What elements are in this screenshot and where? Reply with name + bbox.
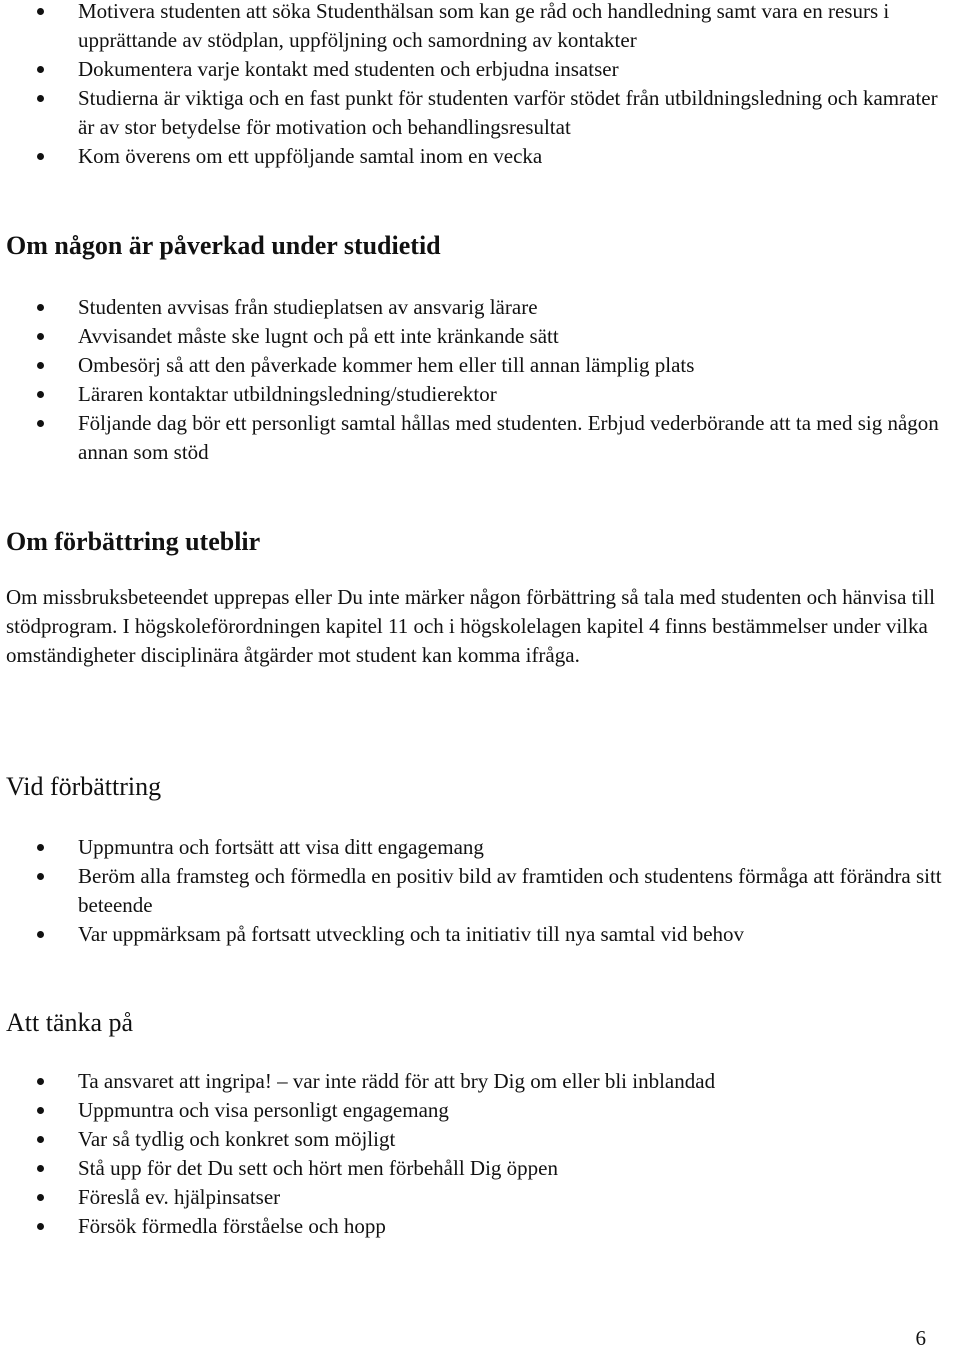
- section-heading-att-tanka-pa: Att tänka på: [6, 1008, 134, 1037]
- list-item: [0, 1125, 960, 1154]
- list-item: [0, 1183, 960, 1212]
- bullet-dot-icon: [37, 66, 44, 73]
- list-item-text: Studenten avvisas från studieplatsen av ansvarig lärare: [78, 295, 538, 319]
- list-item: [0, 0, 960, 55]
- bullet-dot-icon: [37, 391, 44, 398]
- list-item-text: Ombesörj så att den påverkade kommer hem eller till annan lämplig plats: [78, 353, 695, 377]
- intro-bullet-list: [0, 0, 960, 171]
- bullet-dot-icon: [37, 931, 44, 938]
- bullet-dot-icon: [37, 844, 44, 851]
- page-number: 6: [915, 1326, 926, 1350]
- list-item: [0, 351, 960, 380]
- list-item-text: Kom överens om ett uppföljande samtal inom en vecka: [78, 144, 543, 168]
- section-heading-uteblir: Om förbättring uteblir: [6, 527, 261, 556]
- vid-forbattring-bullet-list: [0, 833, 960, 949]
- paverkad-bullet-list: [0, 293, 960, 467]
- list-item: [0, 380, 960, 409]
- bullet-dot-icon: [37, 1078, 44, 1085]
- list-item-text: Beröm alla framsteg och förmedla en positiv bild av framtiden och studentens förmåga att förändra sitt beteende: [78, 864, 942, 917]
- list-item: [0, 833, 960, 862]
- list-item-text: Försök förmedla förståelse och hopp: [78, 1214, 386, 1238]
- list-item: [0, 862, 960, 920]
- section-heading-vid-forbattring: Vid förbättring: [6, 772, 162, 801]
- bullet-dot-icon: [37, 873, 44, 880]
- att-tanka-pa-bullet-list: [0, 1067, 960, 1241]
- list-item-text: Var så tydlig och konkret som möjligt: [78, 1127, 396, 1151]
- list-item: [0, 1154, 960, 1183]
- section-heading-paverkad: Om någon är påverkad under studietid: [6, 231, 441, 260]
- list-item: [0, 1212, 960, 1241]
- list-item-text: Stå upp för det Du sett och hört men förbehåll Dig öppen: [78, 1156, 558, 1180]
- bullet-dot-icon: [37, 1223, 44, 1230]
- bullet-dot-icon: [37, 1107, 44, 1114]
- list-item-text: Var uppmärksam på fortsatt utveckling och ta initiativ till nya samtal vid behov: [78, 922, 745, 946]
- bullet-dot-icon: [37, 420, 44, 427]
- list-item: [0, 409, 960, 467]
- bullet-dot-icon: [37, 1194, 44, 1201]
- bullet-dot-icon: [37, 95, 44, 102]
- list-item-text: Uppmuntra och fortsätt att visa ditt engagemang: [78, 835, 484, 859]
- bullet-dot-icon: [37, 1165, 44, 1172]
- list-item: [0, 293, 960, 322]
- list-item-text: Läraren kontaktar utbildningsledning/studierektor: [78, 382, 497, 406]
- list-item: [0, 1096, 960, 1125]
- list-item: [0, 55, 960, 84]
- list-item-text: Motivera studenten att söka Studenthälsan som kan ge råd och handledning samt vara en resurs i upprättande av stödplan, uppföljning och samordning av kontakter: [78, 0, 890, 52]
- bullet-dot-icon: [37, 304, 44, 311]
- list-item-text: Uppmuntra och visa personligt engagemang: [78, 1098, 449, 1122]
- bullet-dot-icon: [37, 362, 44, 369]
- bullet-dot-icon: [37, 1136, 44, 1143]
- list-item-text: Studierna är viktiga och en fast punkt för studenten varför stödet från utbildningsledning och kamrater är av stor betydelse för motivation och behandlingsresultat: [78, 86, 938, 139]
- uteblir-paragraph: Om missbruksbeteendet upprepas eller Du inte märker någon förbättring så tala med studenten och hänvisa till stödprogram. I högskoleförordningen kapitel 11 och i högskolelagen kapitel 4 finns bestämmelser under vilka omständigheter disciplinära åtgärder mot student kan komma ifråga.: [6, 585, 935, 667]
- list-item: [0, 84, 960, 142]
- list-item: [0, 920, 960, 949]
- bullet-dot-icon: [37, 8, 44, 15]
- list-item-text: Följande dag bör ett personligt samtal hållas med studenten. Erbjud vederbörande att ta med sig någon annan som stöd: [78, 411, 939, 464]
- list-item-text: Dokumentera varje kontakt med studenten och erbjudna insatser: [78, 57, 619, 81]
- bullet-dot-icon: [37, 153, 44, 160]
- list-item: [0, 142, 960, 171]
- bullet-dot-icon: [37, 333, 44, 340]
- list-item-text: Ta ansvaret att ingripa! – var inte rädd för att bry Dig om eller bli inblandad: [78, 1069, 716, 1093]
- list-item-text: Avvisandet måste ske lugnt och på ett inte kränkande sätt: [78, 324, 559, 348]
- list-item: [0, 1067, 960, 1096]
- list-item: [0, 322, 960, 351]
- list-item-text: Föreslå ev. hjälpinsatser: [78, 1185, 281, 1209]
